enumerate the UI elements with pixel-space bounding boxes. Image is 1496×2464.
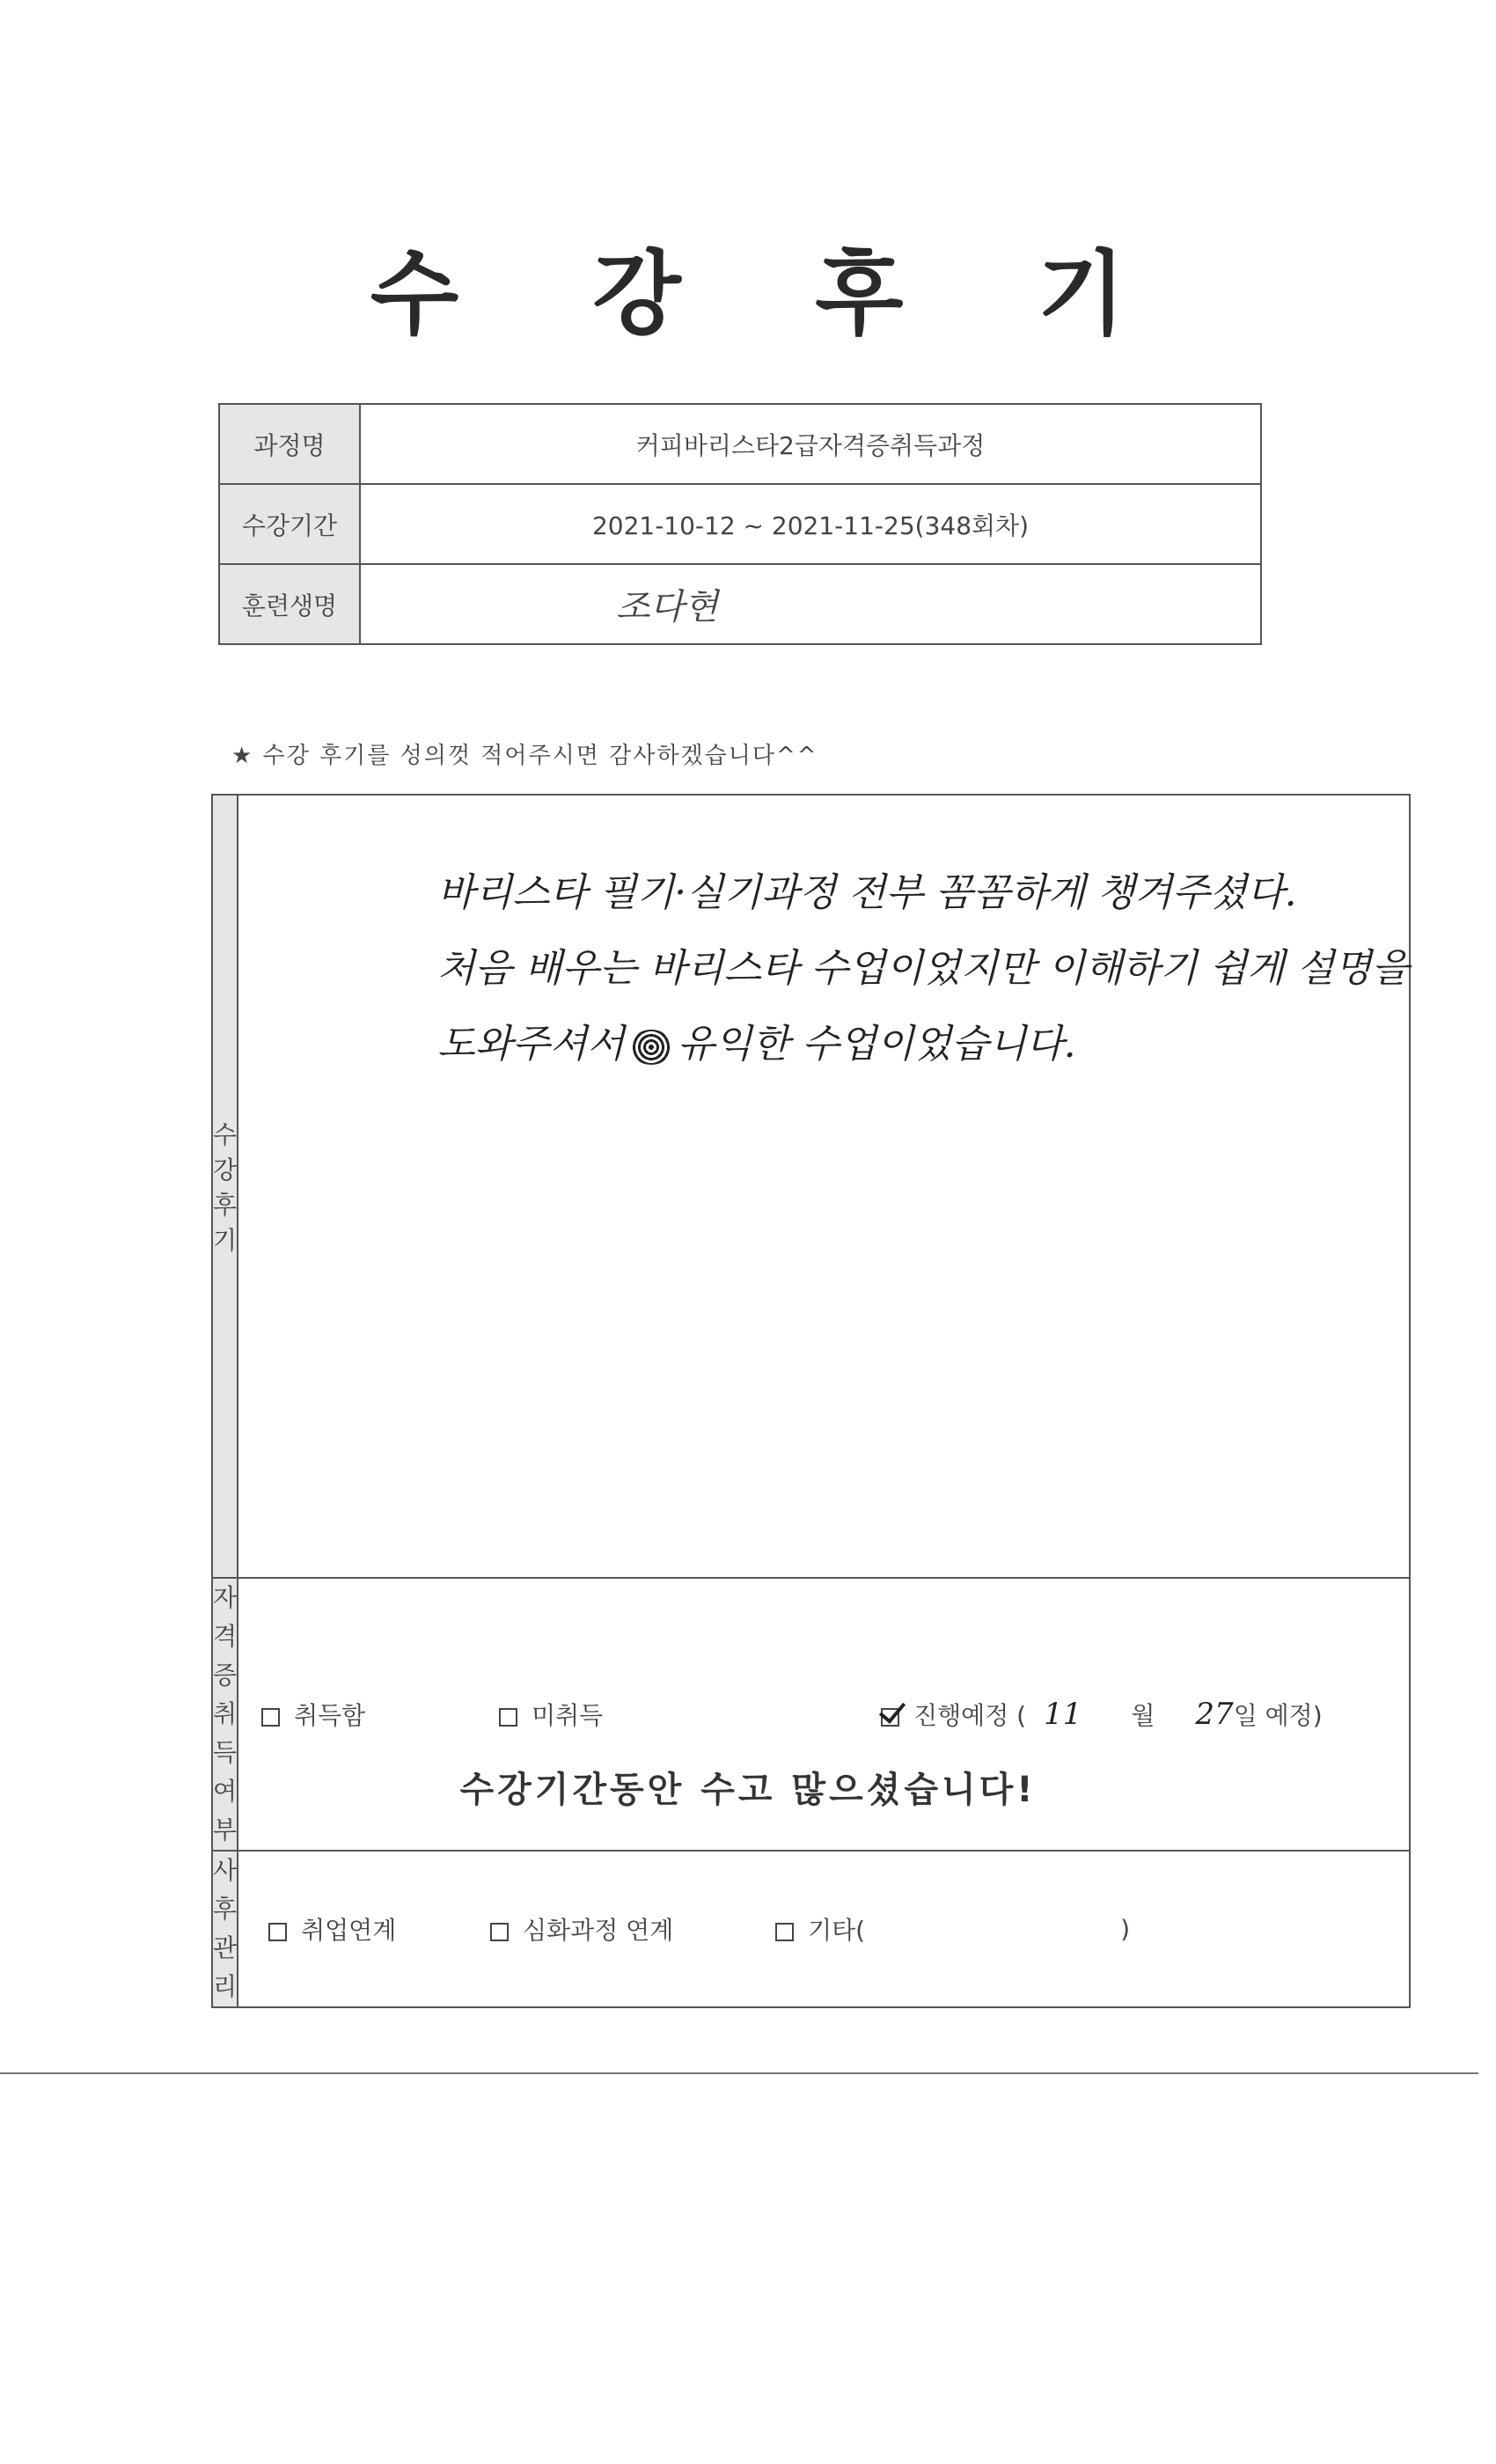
cert-option-not-acquired[interactable] (499, 1697, 603, 1732)
scribble-mark (630, 1030, 672, 1065)
page-bottom-divider (0, 2072, 1478, 2074)
day-unit: 일 예정) (1233, 1701, 1323, 1730)
review-line-3b: 유익한 수업이었습니다. (677, 1022, 1076, 1067)
trainee-name-label: 훈련생명 (219, 564, 360, 644)
page-title: 수 강 후 기 (370, 240, 1177, 348)
cert-option-acquired[interactable] (261, 1697, 365, 1732)
review-line-3a: 도와주셔서 (437, 1022, 625, 1067)
cert-option-scheduled[interactable] (881, 1697, 1323, 1732)
checkbox-other[interactable] (775, 1923, 794, 1941)
aftercare-options (238, 1851, 1410, 2007)
notice-text: ★ 수강 후기를 성의껏 적어주시면 감사하겠습니다^^ (231, 743, 818, 769)
aftercare-option-other-label: 기타( (808, 1916, 866, 1945)
cert-option-scheduled-label: 진행예정 ( (913, 1701, 1027, 1730)
course-info-table (218, 403, 1262, 645)
trainee-name-value: 조다현 (360, 564, 1261, 644)
review-line-1: 바리스타 필기·실기과정 전부 꼼꼼하게 챙겨주셨다. (437, 870, 1297, 915)
closing-message: 수강기간동안 수고 많으셨습니다! (459, 1770, 1037, 1810)
checkbox-employment[interactable] (268, 1923, 287, 1941)
review-line-3 (437, 1007, 1409, 1082)
aftercare-option-employment[interactable] (268, 1911, 396, 1947)
month-value: 11 (1044, 1697, 1082, 1732)
aftercare-option-advanced[interactable] (490, 1911, 673, 1947)
review-label: 수강후기 (212, 795, 238, 1578)
review-line-2: 처음 배우는 바리스타 수업이었지만 이해하기 쉽게 설명을 (437, 946, 1410, 991)
review-content (238, 795, 1410, 1578)
checkbox-acquired[interactable] (261, 1708, 280, 1727)
checkbox-advanced[interactable] (490, 1923, 509, 1941)
day-value: 27 (1195, 1697, 1234, 1732)
aftercare-other-close: ) (1120, 1914, 1130, 1944)
aftercare-option-other[interactable] (775, 1911, 865, 1947)
certificate-label-line2: 취득여부 (213, 1699, 238, 1844)
period-value: 2021-10-12 ~ 2021-11-25(348회차) (360, 484, 1261, 564)
course-name-value: 커피바리스타2급자격증취득과정 (360, 404, 1261, 484)
month-unit: 월 (1131, 1701, 1155, 1730)
cert-option-acquired-label: 취득함 (294, 1701, 366, 1730)
aftercare-label: 사후관리 (212, 1851, 238, 2007)
period-label: 수강기간 (219, 484, 360, 564)
course-name-label: 과정명 (219, 404, 360, 484)
certificate-label-line1: 자격증 (213, 1583, 238, 1690)
cert-option-not-acquired-label: 미취득 (532, 1701, 604, 1730)
checkbox-scheduled-checked[interactable] (881, 1708, 899, 1727)
aftercare-option-advanced-label: 심화과정 연계 (523, 1916, 674, 1945)
checkbox-not-acquired[interactable] (499, 1708, 517, 1727)
review-table (211, 794, 1411, 2008)
aftercare-option-employment-label: 취업연계 (301, 1916, 397, 1945)
